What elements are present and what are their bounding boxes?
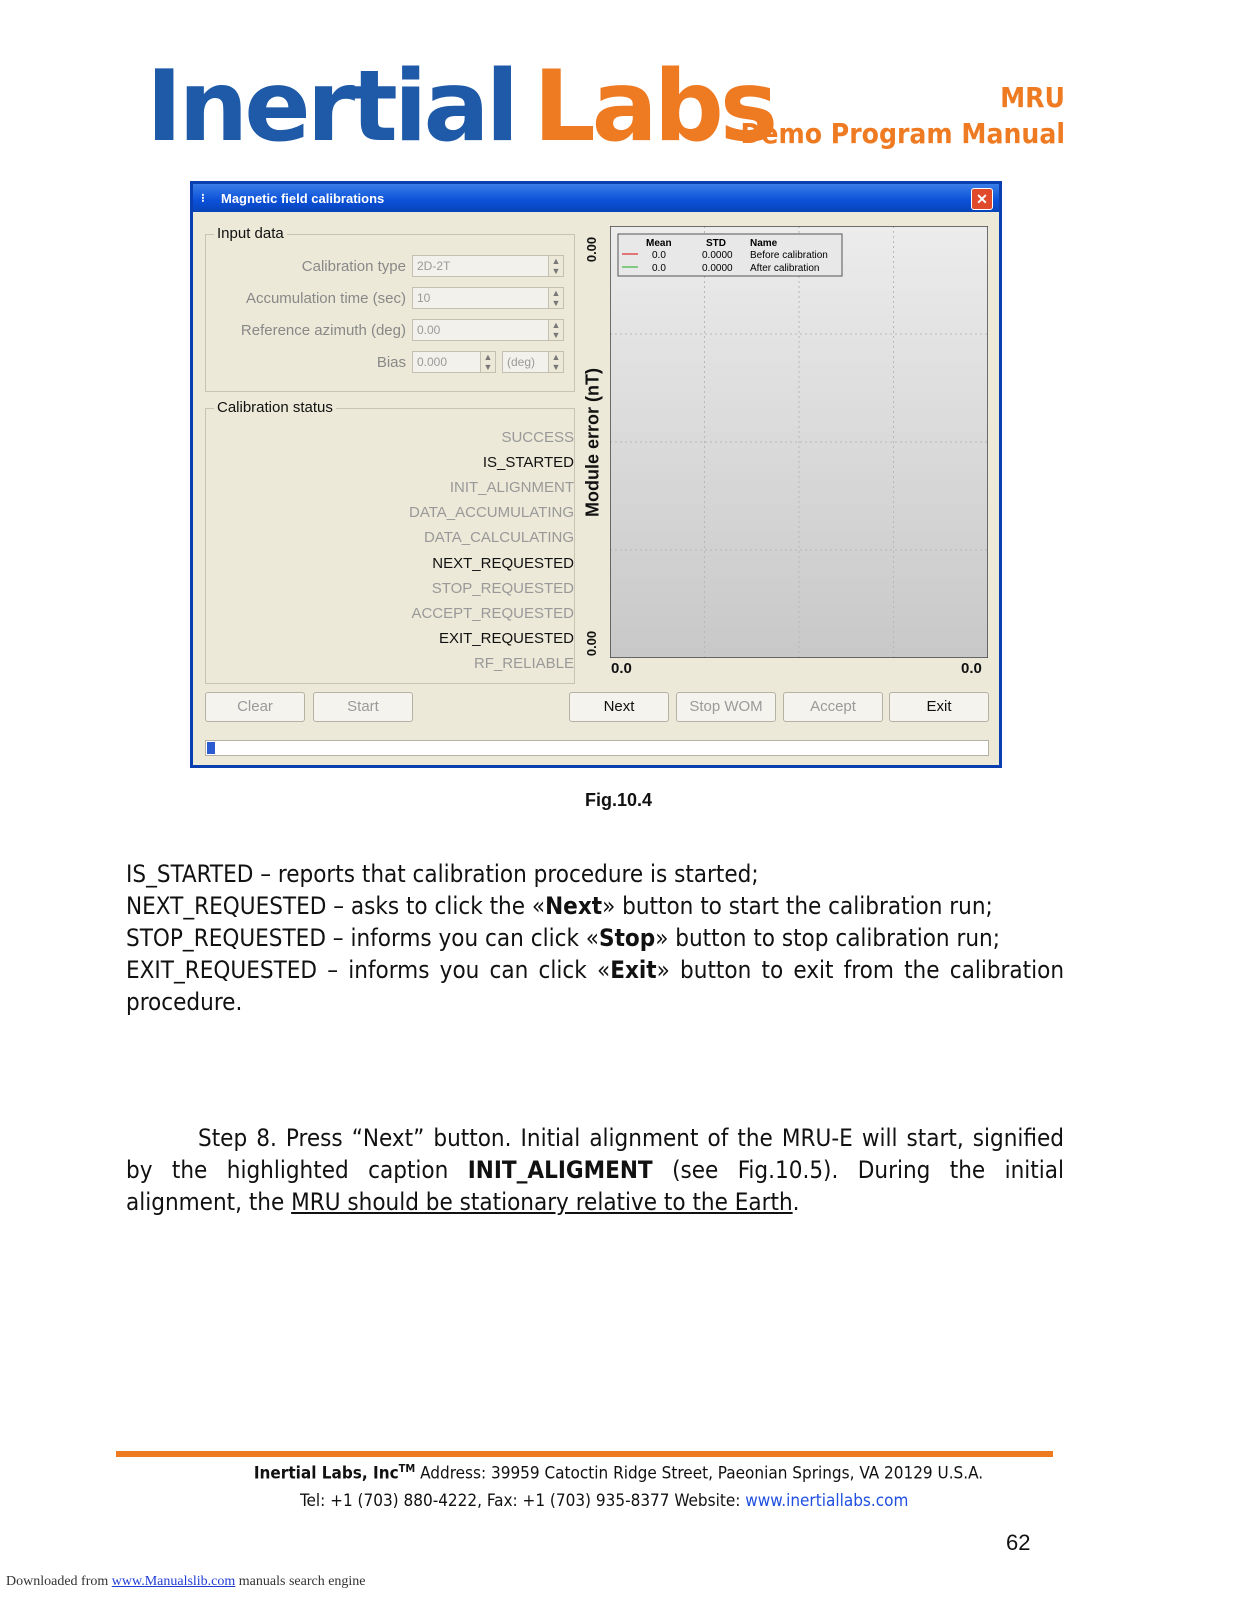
manualslib-link[interactable]: www.Manualslib.com xyxy=(111,1574,236,1589)
footer-contact xyxy=(300,1491,908,1511)
input-data-group xyxy=(205,225,575,392)
reference-azimuth-label: Reference azimuth (deg) xyxy=(240,322,406,339)
stop-wom-button[interactable]: Stop WOM xyxy=(676,692,776,722)
reference-azimuth-row xyxy=(206,319,564,343)
accumulation-time-label: Accumulation time (sec) xyxy=(245,290,406,307)
accumulation-time-input[interactable] xyxy=(412,287,564,309)
exit-button[interactable]: Exit xyxy=(889,692,989,722)
calibration-type-label: Calibration type xyxy=(301,258,406,275)
figure-caption: Fig.10.4 xyxy=(584,790,653,810)
status-rf-reliable: RF_RELIABLE xyxy=(473,655,574,672)
x-tick-right: 0.0 xyxy=(961,660,982,677)
desc-stop-bold: Stop xyxy=(599,924,656,952)
reference-azimuth-value: 0.00 xyxy=(417,323,441,337)
legend-std-before: 0.0000 xyxy=(702,250,733,261)
step-8-paragraph xyxy=(126,1122,1064,1218)
bias-row xyxy=(206,351,564,375)
footer-address-text: Address: 39959 Catoctin Ridge Street, Paeonian Springs, VA 20129 U.S.A. xyxy=(415,1463,984,1484)
legend-header-mean: Mean xyxy=(646,238,672,249)
calibration-type-value: 2D-2T xyxy=(417,259,451,273)
download-note xyxy=(6,1574,366,1590)
step8-text-2: (see Fig.10.5). During the initial alignment, the xyxy=(126,1156,1065,1216)
window-icon: ⁝ xyxy=(201,191,205,205)
chart-legend xyxy=(618,234,842,276)
legend-header-std: STD xyxy=(706,238,726,249)
step8-text-3: . xyxy=(792,1188,800,1216)
close-icon[interactable]: ✕ xyxy=(971,188,993,210)
next-button[interactable]: Next xyxy=(569,692,669,722)
footer-contact-text: Tel: +1 (703) 880-4222, Fax: +1 (703) 935-8377 Website: xyxy=(300,1491,746,1511)
start-button[interactable]: Start xyxy=(313,692,413,722)
y-tick-top: 0.00 xyxy=(584,236,600,263)
calibration-status-legend: Calibration status xyxy=(214,399,336,416)
legend-name-before: Before calibration xyxy=(750,250,828,261)
status-accept-requested: ACCEPT_REQUESTED xyxy=(411,605,574,622)
step8-text-1: Step 8. Press “Next” button. Initial alignment of the MRU-E will start, signified by the highlighted caption xyxy=(126,1124,1064,1184)
x-tick-left: 0.0 xyxy=(611,660,632,677)
accumulation-time-row xyxy=(206,287,564,311)
clear-button[interactable]: Clear xyxy=(205,692,305,722)
inertial-labs-logo xyxy=(146,50,775,164)
y-axis-label: Module error (nT) xyxy=(582,368,603,517)
accept-button[interactable]: Accept xyxy=(783,692,883,722)
y-tick-bottom: 0.00 xyxy=(584,630,600,657)
header-title-block xyxy=(740,80,1065,152)
legend-std-after: 0.0000 xyxy=(702,263,733,274)
status-stop-requested: STOP_REQUESTED xyxy=(431,580,574,597)
accumulation-time-value: 10 xyxy=(417,291,431,305)
desc-exit-2: » button to exit from the calibration procedure. xyxy=(126,956,1065,1016)
reference-azimuth-input[interactable] xyxy=(412,319,564,341)
footer-website-link[interactable]: www.inertiallabs.com xyxy=(745,1491,909,1511)
desc-stop-1: STOP_REQUESTED – informs you can click « xyxy=(126,924,600,952)
step8-underline: MRU should be stationary relative to the Earth xyxy=(291,1188,793,1216)
download-suffix: manuals search engine xyxy=(235,1574,366,1589)
legend-mean-before: 0.0 xyxy=(652,250,666,261)
footer-company: Inertial Labs, Inc xyxy=(253,1463,399,1484)
select-arrows-icon[interactable]: ▲ ▼ xyxy=(548,256,563,276)
status-data-accumulating: DATA_ACCUMULATING xyxy=(408,504,574,521)
status-data-calculating: DATA_CALCULATING xyxy=(423,529,574,546)
calibration-type-select[interactable] xyxy=(412,255,564,277)
desc-next-1: NEXT_REQUESTED – asks to click the « xyxy=(126,892,546,920)
footer-tm: TM xyxy=(398,1462,416,1475)
dialog-titlebar[interactable] xyxy=(193,184,999,212)
bias-input[interactable] xyxy=(412,351,496,373)
legend-header-name: Name xyxy=(750,238,778,249)
calibration-progress-bar xyxy=(205,740,989,756)
progress-fill xyxy=(207,742,215,754)
desc-next-bold: Next xyxy=(545,892,603,920)
header-product: MRU xyxy=(1000,81,1065,114)
logo-word-inertial: Inertial xyxy=(146,50,516,164)
calibration-status-group xyxy=(205,399,575,684)
module-error-chart xyxy=(610,226,988,658)
download-prefix: Downloaded from xyxy=(6,1574,112,1589)
dialog-title: Magnetic field calibrations xyxy=(221,190,385,206)
bias-value: 0.000 xyxy=(417,355,448,369)
desc-is-started: IS_STARTED – reports that calibration procedure is started; xyxy=(126,860,759,888)
desc-next-2: » button to start the calibration run; xyxy=(602,892,993,920)
bias-unit-value: (deg) xyxy=(507,355,536,369)
status-success: SUCCESS xyxy=(501,429,574,446)
bias-label: Bias xyxy=(376,354,406,371)
status-description-paragraph xyxy=(126,858,1064,1018)
legend-mean-after: 0.0 xyxy=(652,263,666,274)
footer-address xyxy=(0,1462,1237,1484)
footer-divider xyxy=(116,1451,1053,1457)
status-next-requested: NEXT_REQUESTED xyxy=(432,555,574,572)
logo-word-labs: Labs xyxy=(533,50,775,164)
input-data-legend: Input data xyxy=(214,225,287,242)
spinner-arrows-icon[interactable]: ▲ ▼ xyxy=(548,320,563,340)
bias-unit-select[interactable] xyxy=(502,351,564,373)
status-is-started: IS_STARTED xyxy=(482,454,574,471)
y-axis-area xyxy=(577,226,609,658)
step8-bold: INIT_ALIGMENT xyxy=(467,1156,653,1184)
header-manual-title: Demo Program Manual xyxy=(740,117,1065,150)
calibration-dialog xyxy=(190,181,1002,768)
status-exit-requested: EXIT_REQUESTED xyxy=(438,630,574,647)
calibration-type-row xyxy=(206,255,564,279)
legend-name-after: After calibration xyxy=(750,263,820,274)
desc-exit-1: EXIT_REQUESTED – informs you can click « xyxy=(126,956,611,984)
desc-exit-bold: Exit xyxy=(610,956,657,984)
spinner-arrows-icon[interactable]: ▲ ▼ xyxy=(548,288,563,308)
page-number: 62 xyxy=(1006,1530,1031,1555)
status-init-alignment: INIT_ALIGNMENT xyxy=(449,479,574,496)
desc-stop-2: » button to stop calibration run; xyxy=(655,924,1000,952)
select-arrows-icon[interactable]: ▲ ▼ xyxy=(548,352,563,372)
spinner-arrows-icon[interactable]: ▲ ▼ xyxy=(480,352,495,372)
